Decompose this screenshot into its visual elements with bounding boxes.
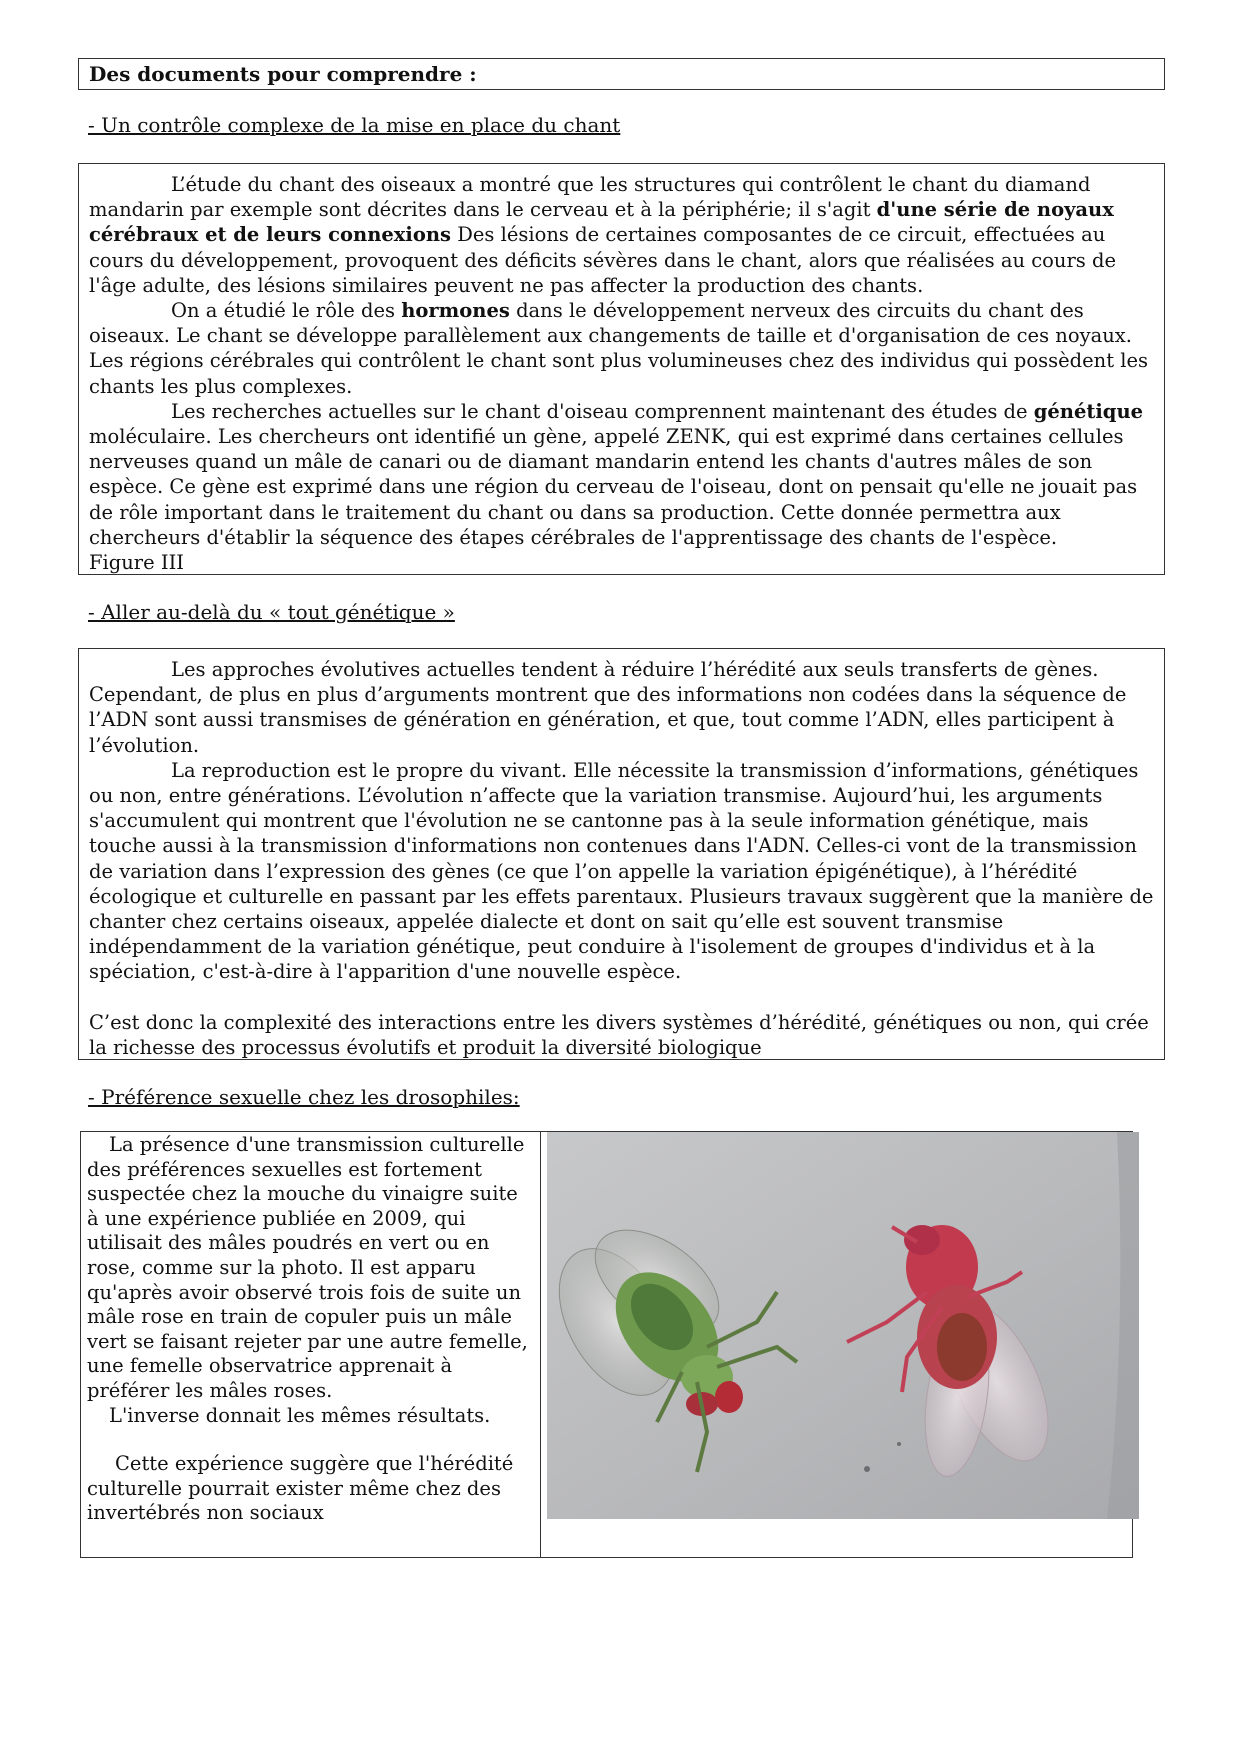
- fly-experiment-text: [81, 1132, 541, 1557]
- document-title-box: [78, 58, 1165, 90]
- section1-paragraph-3: [89, 399, 1154, 550]
- section2-text-box: [78, 648, 1165, 1060]
- fly-experiment-table: [80, 1131, 1133, 1558]
- section1-paragraph-2: [89, 298, 1154, 399]
- text-run: moléculaire. Les chercheurs ont identifié un gène, appelé ZENK, qui est exprimé dans certaines cellules nerveuses quand un mâle de canari ou de diamant mandarin entend les chants d'autres mâles de son espèce. Ce gène est exprimé dans une région du cerveau de l'oiseau, dont on pensait qu'elle ne jouait pas de rôle important dans le traitement du chant ou dans sa production. Cette donnée permettra aux chercheurs d'établir la séquence des étapes cérébrales de l'apprentissage des chants de l'espèce.: [89, 425, 1138, 549]
- section1-paragraph-1: [89, 172, 1154, 298]
- section1-text-box: [78, 163, 1165, 575]
- bold-term: hormones: [401, 299, 510, 323]
- fly-paragraph-2: L'inverse donnait les mêmes résultats.: [109, 1403, 491, 1427]
- document-title: Des documents pour comprendre :: [89, 62, 477, 86]
- drosophila-photo: [547, 1132, 1139, 1519]
- section2-paragraph-2: La reproduction est le propre du vivant. Elle nécessite la transmission d’informations, génétiques ou non, entre générations. L’évolution n’affecte que la variation transmise. Aujourd’hui, les arguments s'accumulent qui montrent que l'évolution ne se cantonne pas à la seule information génétique, mais touche aussi à la transmission d'informations non contenues dans l'ADN. Celles-ci vont de la transmission de variation dans l’expression des gènes (ce que l’on appelle la variation épigénétique), à l’hérédité écologique et culturelle en passant par les effets parentaux. Plusieurs travaux suggèrent que la manière de chanter chez certains oiseaux, appelée dialecte et dont on sait qu’elle est souvent transmise indépendamment de la variation génétique, peut conduire à l'isolement de groupes d'individus et à la spéciation, c'est-à-dire à l'apparition d'une nouvelle espèce.: [89, 758, 1154, 984]
- bold-term: d'une série de noyaux cérébraux et de leurs connexions: [89, 198, 1114, 247]
- text-run: On a étudié le rôle des: [171, 299, 402, 323]
- text-run: Les recherches actuelles sur le chant d'oiseau comprennent maintenant des études de: [171, 399, 1034, 423]
- text-run: L’étude du chant des oiseaux a montré que les structures qui contrôlent le chant du diamand mandarin par exemple sont décrites dans le cerveau et à la périphérie; il s'agit: [89, 173, 1091, 222]
- fly-paragraph-3: Cette expérience suggère que l'hérédité culturelle pourrait exister même chez des invertébrés non sociaux: [87, 1452, 514, 1525]
- fly-paragraph-1: La présence d'une transmission culturelle des préférences sexuelles est fortement suspectée chez la mouche du vinaigre suite à une expérience publiée en 2009, qui utilisait des mâles poudrés en vert ou en rose, comme sur la photo. Il est apparu qu'après avoir observé trois fois de suite un mâle rose en train de copuler puis un mâle vert se faisant rejeter par une autre femelle, une femelle observatrice apprenait à préférer les mâles roses.: [87, 1133, 528, 1402]
- text-run: Des lésions de certaines composantes de ce circuit, effectuées au cours du développement, provoquent des déficits sévères dans le chant, alors que réalisées au cours de l'âge adulte, des lésions similaires peuvent ne pas affecter la production des chants.: [89, 223, 1117, 297]
- figure-label: Figure III: [89, 551, 184, 575]
- section3-heading: - Préférence sexuelle chez les drosophiles:: [88, 1085, 520, 1109]
- photo-cell: [541, 1132, 1132, 1557]
- section2-heading: - Aller au-delà du « tout génétique »: [88, 600, 455, 624]
- section1-heading: - Un contrôle complexe de la mise en place du chant: [88, 113, 621, 137]
- section2-paragraph-1: Les approches évolutives actuelles tendent à réduire l’hérédité aux seuls transferts de gènes. Cependant, de plus en plus d’arguments montrent que des informations non codées dans la séquence de l’ADN sont aussi transmises de génération en génération, et que, tout comme l’ADN, elles participent à l’évolution.: [89, 658, 1127, 757]
- bold-term: génétique: [1033, 399, 1144, 423]
- text-run: dans le développement nerveux des circuits du chant des oiseaux. Le chant se développe parallèlement aux changements de taille et d'organisation de ces noyaux. Les régions cérébrales qui contrôlent le chant sont plus volumineuses chez des individus qui possèdent les chants les plus complexes.: [89, 299, 1149, 398]
- section2-conclusion: C’est donc la complexité des interactions entre les divers systèmes d’hérédité, génétiques ou non, qui crée la richesse des processus évolutifs et produit la diversité biologique: [89, 1010, 1149, 1059]
